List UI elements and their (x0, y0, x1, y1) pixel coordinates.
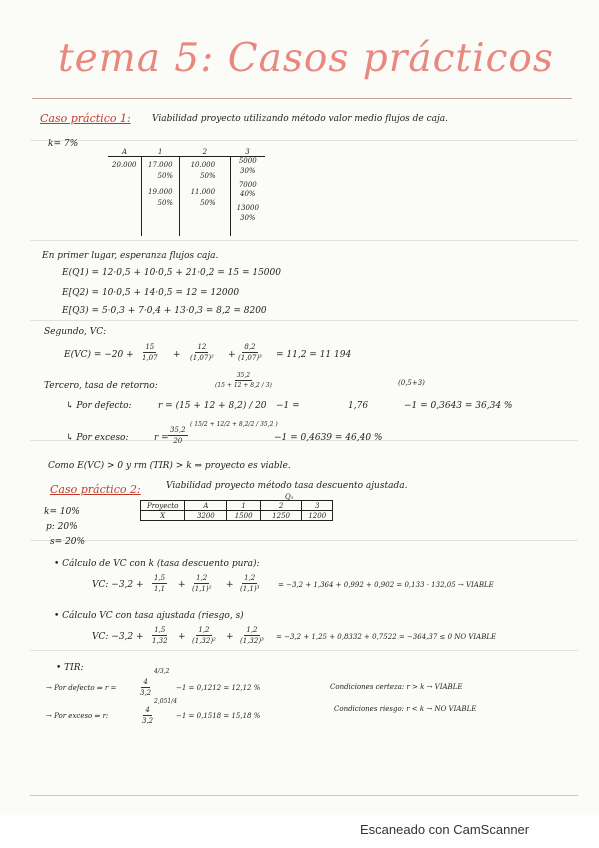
case2-bullet1: • Cálculo de VC con k (tasa descuento pura): (54, 559, 260, 569)
table-cell: 1250 (260, 511, 301, 521)
case2-tir-exc-label: → Por exceso ⇒ r: (46, 712, 109, 720)
table-cell: X (141, 511, 185, 521)
cell-value: 11.000 (190, 188, 216, 196)
table-header: 3 (230, 148, 265, 157)
case2-param-k: k= 10% (44, 507, 80, 517)
case2-tir-def-cond: Condiciones certeza: r > k → VIABLE (330, 683, 463, 691)
case1-def-note: (0,5+3) (398, 379, 425, 387)
cell-value: 5000 (238, 157, 257, 165)
cell-prob: 40% (239, 190, 256, 199)
case2-tir-def-frac: $\frac{4}{3,2}$ (140, 678, 152, 697)
table-cell-col1 (141, 157, 180, 237)
table-cell: 1500 (227, 511, 260, 521)
table-cell-A: 20.000 (112, 161, 137, 169)
plus-sign: + (226, 580, 234, 590)
scanner-watermark: Escaneado con CamScanner (360, 822, 530, 837)
cell-value: 10.000 (190, 161, 216, 169)
case2-vc2-result: = −3,2 + 1,25 + 0,8332 + 0,7522 = −364,37 ≤ 0 NO VIABLE (276, 633, 497, 641)
case1-step3-frac: $\frac{35,2}{(15 + 12 + 8,2 / 3)}$ (215, 372, 272, 389)
plus-sign: + (226, 632, 234, 642)
case1-exc-r: r = (154, 433, 169, 443)
case1-exc-label: ↳ Por exceso: (66, 433, 129, 443)
case1-def-mid: −1 = (276, 401, 300, 411)
case2-param-s: s= 20% (50, 537, 86, 547)
cell-value: 19.000 (148, 188, 173, 196)
case1-vc-frac2: $\frac{12}{\text{(1,07)²}}$ (190, 343, 214, 362)
case1-vc-frac1: $\frac{15}{1,07}$ (142, 343, 158, 362)
table-cell-col2 (180, 157, 231, 237)
table-header: 2 (260, 501, 301, 511)
case1-def-val: 1,76 (348, 401, 369, 411)
case1-exc-frac: $\frac{35,2}{20}$ (170, 426, 186, 445)
cell-value: 13000 (236, 204, 259, 213)
case1-eq3: E[Q3) = 5·0,3 + 7·0,4 + 13·0,3 = 8,2 = 8200 (62, 306, 267, 316)
table-cell: 3200 (185, 511, 227, 521)
table-cell: 1200 (302, 511, 333, 521)
case2-vc2-frac3: $\frac{1,2}{\text{(1,32)³}}$ (240, 626, 264, 645)
case2-vc1-frac3: $\frac{1,2}{\text{(1,1)³}}$ (240, 574, 260, 593)
cell-prob: 50% (157, 198, 174, 207)
case2-tir-def-label: → Por defecto ⇒ r = (46, 684, 117, 692)
case1-def-label: ↳ Por defecto: (66, 401, 132, 411)
case2-tir-exc-cond: Condiciones riesgo: r < k → NO VIABLE (334, 705, 477, 713)
title-underline (32, 98, 572, 99)
case2-vc2-lhs: VC: −3,2 + (92, 632, 144, 642)
paper-rule (30, 650, 578, 651)
bottom-rule (30, 795, 578, 796)
plus-sign: + (178, 580, 186, 590)
case1-k: k= 7% (48, 139, 79, 149)
table-header: Proyecto (141, 501, 185, 511)
case1-vc-result: = 11,2 = 11 194 (276, 350, 352, 360)
case2-heading: Caso práctico 2: (50, 483, 141, 496)
table-header: 3 (302, 501, 333, 511)
case2-description: Viabilidad proyecto método tasa descuento ajustada. (166, 481, 408, 491)
case1-step1: En primer lugar, esperanza flujos caja. (42, 251, 219, 261)
cell-prob: 50% (157, 171, 174, 180)
case2-tir-exc-result: −1 = 0,1518 = 15,18 % (176, 712, 261, 720)
case1-def-r: r = (15 + 12 + 8,2) / 20 (158, 401, 267, 411)
case2-tir-def-result: −1 = 0,1212 = 12,12 % (176, 684, 261, 692)
case1-heading: Caso práctico 1: (40, 112, 131, 125)
plus-sign: + (173, 350, 181, 360)
case2-vc1-result: = −3,2 + 1,364 + 0,992 + 0,902 = 0,133 · 132,05 → VIABLE (278, 581, 494, 589)
cell-prob: 30% (239, 166, 256, 175)
paper-rule (30, 320, 578, 321)
case1-description: Viabilidad proyecto utilizando método valor medio flujos de caja. (152, 114, 449, 124)
case1-exc-inner: ( 15/2 + 12/2 + 8,2/2 / 35,2 ) (190, 421, 278, 428)
table-header: A (185, 501, 227, 511)
case1-vc-lhs: E(VC) = −20 + (64, 350, 134, 360)
cell-prob: 50% (200, 171, 216, 180)
case2-vc1-frac2: $\frac{1,2}{\text{(1,1)²}}$ (192, 574, 212, 593)
table-header: 2 (180, 148, 231, 157)
case1-eq1: E(Q1) = 12·0,5 + 10·0,5 + 21·0,2 = 15 = 15000 (62, 268, 281, 278)
cell-value: 7000 (238, 180, 257, 189)
paper-rule (30, 140, 578, 141)
case2-note-top: Q₁ (285, 493, 294, 501)
table-header: 1 (227, 501, 260, 511)
case2-vc1-frac1: $\frac{1,5}{1,1}$ (154, 574, 166, 593)
cell-value: 17.000 (148, 161, 173, 169)
case1-cashflow-table (108, 148, 265, 236)
case1-conclusion: Como E(VC) > 0 y rm (TIR) > k ⇒ proyecto es viable. (48, 461, 291, 471)
case1-step2: Segundo, VC: (44, 327, 107, 337)
table-header: 1 (141, 148, 180, 157)
cell-prob: 50% (200, 198, 216, 207)
case2-bullet2: • Cálculo VC con tasa ajustada (riesgo, s) (54, 611, 244, 621)
case1-eq2: E[Q2) = 10·0,5 + 14·0,5 = 12 = 12000 (62, 288, 240, 298)
case1-vc-frac3: $\frac{8,2}{\text{(1,07)³}}$ (238, 343, 262, 362)
cell-prob: 30% (239, 213, 256, 222)
table-cell-col3 (230, 157, 265, 237)
paper-rule (30, 240, 578, 241)
paper-rule (30, 540, 578, 541)
case1-step3: Tercero, tasa de retorno: (44, 381, 158, 391)
plus-sign: + (178, 632, 186, 642)
case2-param-p: p: 20% (46, 522, 78, 532)
case2-tir-exc-frac: $\frac{4}{3,2}$ (142, 706, 154, 725)
case2-vc1-lhs: VC: −3,2 + (92, 580, 144, 590)
case2-vc2-frac2: $\frac{1,2}{\text{(1,32)²}}$ (192, 626, 216, 645)
plus-sign: + (228, 350, 236, 360)
page-title: tema 5: Casos prácticos (58, 36, 554, 81)
case2-tir-def-exp: 4/3,2 (154, 668, 170, 675)
table-header: A (108, 148, 141, 157)
case2-vc2-frac1: $\frac{1,5}{1,32}$ (152, 626, 168, 645)
case2-tir-exc-exp: 2,051/4 (154, 698, 178, 705)
case2-bullet3: • TIR: (56, 663, 84, 673)
case1-exc-result: −1 = 0,4639 = 46,40 % (274, 433, 383, 443)
case1-def-result: −1 = 0,3643 = 36,34 % (404, 401, 513, 411)
case2-project-table (140, 500, 333, 521)
